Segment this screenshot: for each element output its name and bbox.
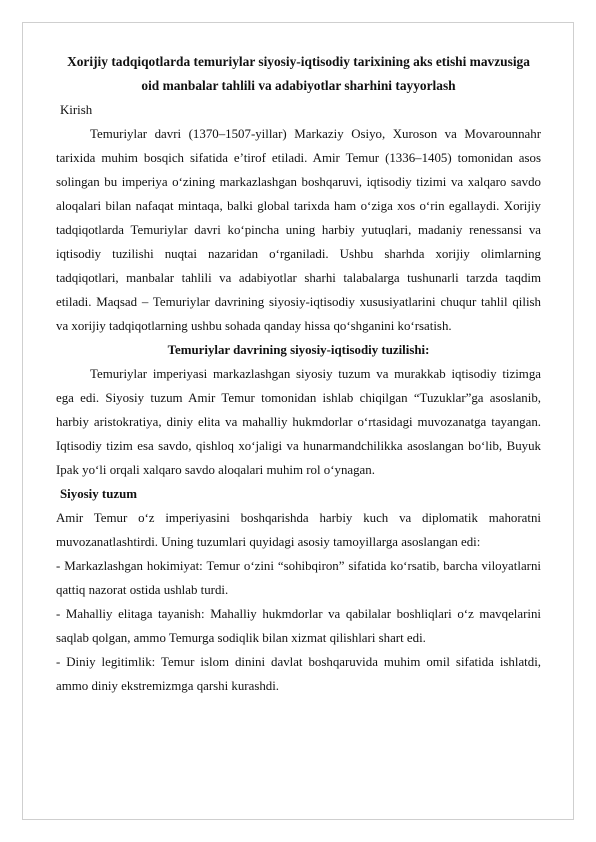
bullet-item: - Diniy legitimlik: Temur islom dinini davlat boshqaruvida muhim omil sifatida ishlatdi, ammo diniy ekstremizmga qarshi kurashdi. — [56, 655, 541, 693]
intro-label: Kirish — [60, 103, 93, 117]
document-title: Xorijiy tadqiqotlarda temuriylar siyosiy-iqtisodiy tarixining aks etishi mavzusiga oid manbalar tahlili va adabiyotlar sharhini tayyorlash — [67, 54, 530, 93]
structure-paragraph: Temuriylar imperiyasi markazlashgan siyosiy tuzum va murakkab iqtisodiy tizimga ega edi. Siyosiy tuzum Amir Temur tomonidan ishlab chiqilgan “Tuzuklar”ga asoslanib, harbiy aristokratiya, diniy elita va mahalliy hukmdorlar o‘rtasidagi muvozanatga tayangan. Iqtisodiy tizim esa savdo, qishloq xo‘jaligi va hunarmandchilikka asoslangan bo‘lib, Buyuk Ipak yo‘li orqali xalqaro savdo aloqalari muhim rol o‘ynagan. — [56, 367, 541, 477]
political-paragraph: Amir Temur o‘z imperiyasini boshqarishda harbiy kuch va diplomatik mahoratni muvozanatlashtirdi. Uning tuzumlari quyidagi asosiy tamoyillarga asoslangan edi: — [56, 511, 541, 549]
bullet-item: - Mahalliy elitaga tayanish: Mahalliy hukmdorlar va qabilalar boshliqlari o‘z mavqelarini saqlab qolgan, ammo Temurga sodiqlik bilan xizmat qilishlari shart edi. — [56, 607, 541, 645]
political-label: Siyosiy tuzum — [60, 487, 137, 501]
structure-heading: Temuriylar davrining siyosiy-iqtisodiy tuzilishi: — [167, 343, 430, 357]
intro-paragraph: Temuriylar davri (1370–1507-yillar) Markaziy Osiyo, Xuroson va Movarounnahr tarixida muhim bosqich sifatida e’tirof etiladi. Amir Temur (1336–1405) tomonidan asos solingan bu imperiya o‘zining markazlashgan boshqaruvi, iqtisodiy tizimi va xalqaro savdo aloqalari bilan nafaqat mintaqa, balki global tarixda ham o‘ziga xos o‘rin egallaydi. Xorijiy tadqiqotlarda Temuriylar davri ko‘pincha uning harbiy yutuqlari, madaniy renessansi va iqtisodiy tuzilishi nuqtai nazaridan o‘rganiladi. Ushbu sharhda xorijiy olimlarning tadqiqotlari, manbalar tahlili va adabiyotlar sharhi talabalarga tushunarli tarzda taqdim etiladi. Maqsad – Temuriylar davrining siyosiy-iqtisodiy xususiyatlarini chuqur tahlil qilish va xorijiy tadqiqotlarning ushbu sohada qanday hissa qo‘shganini ko‘rsatish. — [56, 127, 541, 333]
document-body — [56, 50, 541, 698]
bullet-item: - Markazlashgan hokimiyat: Temur o‘zini “sohibqiron” sifatida ko‘rsatib, barcha viloyatlarni qattiq nazorat ostida ushlab turdi. — [56, 559, 541, 597]
